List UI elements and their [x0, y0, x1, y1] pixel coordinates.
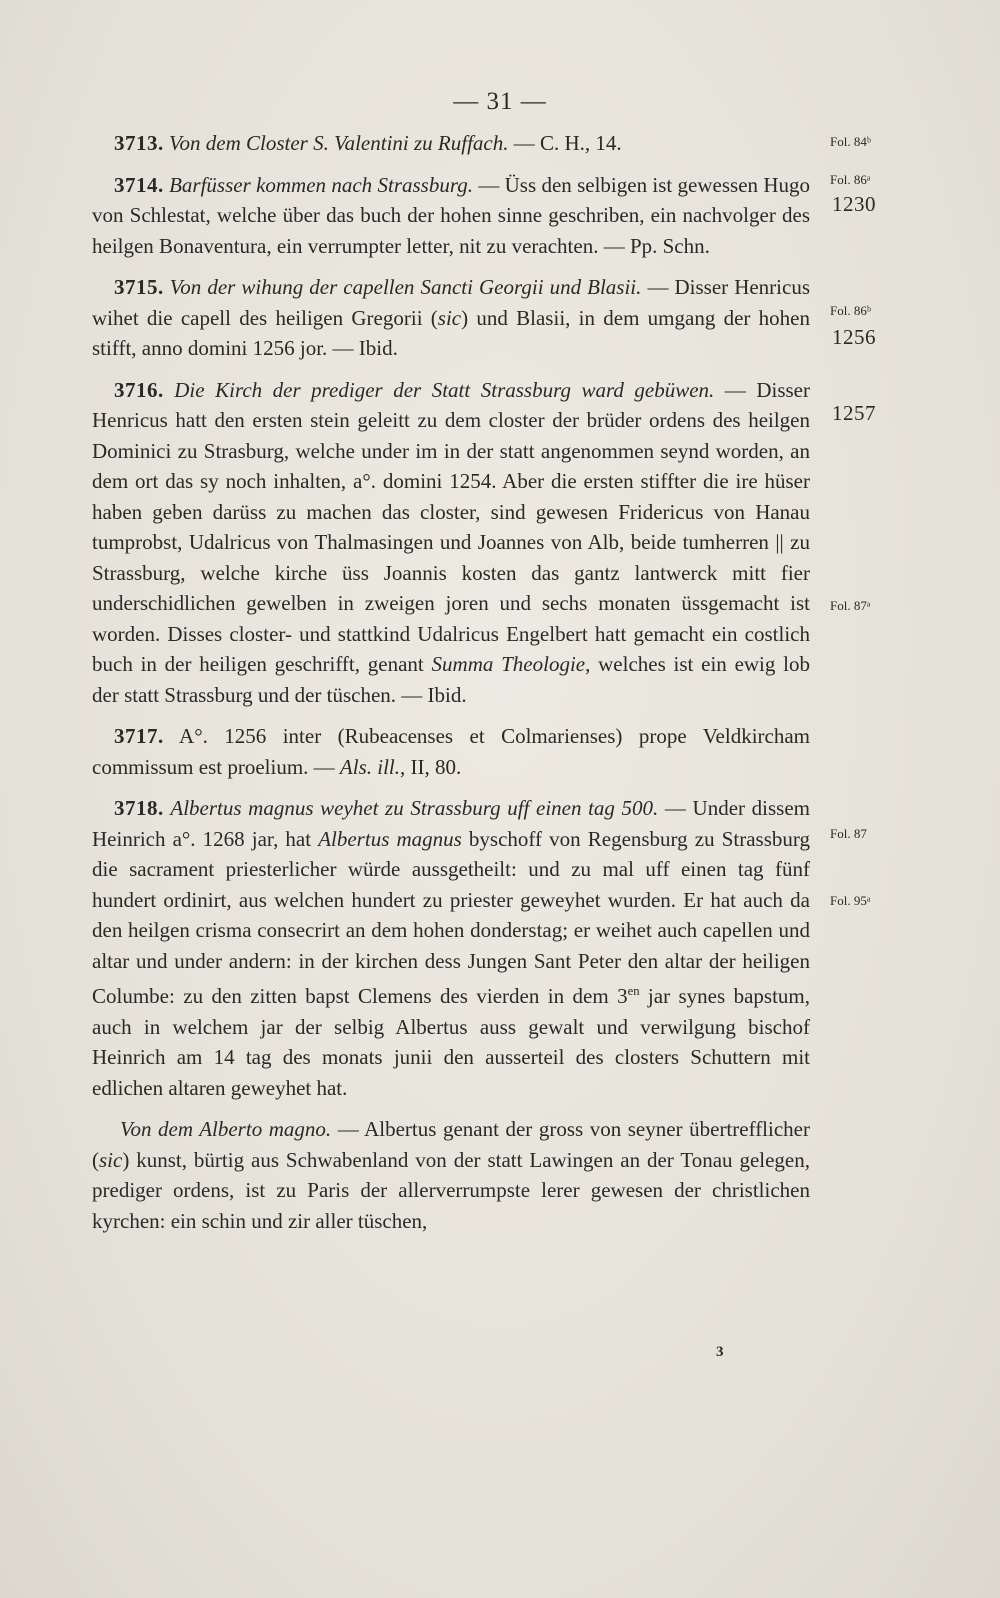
- body-text: [92, 128, 810, 1247]
- entry-text: — C. H., 14.: [508, 131, 622, 155]
- entry-text: ) kunst, bürtig aus Schwabenland von der statt Lawingen an der Tonau gelegen, prediger ordens, ist zu Paris der allerverrumpste lerer gewesen der christlichen kyrchen: ein schin und zir aller tüschen,: [92, 1147, 810, 1233]
- entry-number: 3718.: [114, 796, 164, 820]
- entry-title: Von dem Closter S. Valentini zu Ruffach.: [169, 131, 509, 155]
- entry-text: jar synes bapstum, auch in welchem jar der selbig Albertus auss gewalt und verwilgung bischof Heinrich am 14 tag des monats junii den ausserteil des closters Schuttern mit edlichen altaren geweyhet hat.: [92, 984, 810, 1100]
- entry-number: 3717.: [114, 724, 164, 748]
- entry-3714: [92, 170, 810, 262]
- entry-text: , II, 80.: [400, 754, 462, 779]
- margin-year: 1256: [832, 325, 876, 349]
- margin-folio: Fol. 87ᵃ: [830, 598, 871, 613]
- entry-title: Albertus magnus weyhet zu Strassburg uff einen tag 500.: [170, 796, 659, 820]
- entry-text: — Albertus genant der gross von seyner übertrefflicher (: [92, 1117, 810, 1172]
- signature-mark: 3: [716, 1344, 724, 1360]
- margin-year: 1257: [832, 401, 876, 425]
- page-number: — 31 —: [453, 88, 547, 115]
- entry-title: Barfüsser kommen nach Strassburg.: [169, 172, 473, 197]
- entry-number: 3713.: [114, 131, 164, 155]
- margin-year: 1230: [832, 192, 876, 216]
- entry-text: — Disser Henricus wihet die capell des heiligen Gregorii (: [92, 275, 811, 330]
- entry-number: 3714.: [114, 172, 164, 197]
- sic-note: sic: [437, 305, 462, 330]
- entry-text: byschoff von Regensburg zu Strassburg die sacrament priesterlicher würde aussgetheilt: und zu mal uff einen tag fünf hundert ordinirt, aus welchen hundert zu priester geweyhet wurden. Er hat auch da den heilgen crisma consecrirt an dem hohen donderstag; er weihet auch capellen und altar und under andern: in der kirchen dess Jungen Sant Peter den altar der heiligen Columbe: zu den zitten bapst Clemens des vierden in dem 3: [92, 826, 810, 1008]
- entry-3713: [92, 128, 810, 159]
- margin-folio: Fol. 86ᵃ: [830, 172, 871, 187]
- entry-title: Von der wihung der capellen Sancti Georgii und Blasii.: [169, 275, 642, 299]
- entry-text: , welches ist ein ewig lob der statt Strassburg und der tüschen. — Ibid.: [92, 652, 810, 707]
- entry-continuation: [92, 1114, 810, 1236]
- sic-note: sic: [99, 1147, 123, 1172]
- entry-number: 3715.: [114, 275, 164, 299]
- entry-3716: [92, 375, 810, 711]
- entry-text: A°. 1256 inter (Rubeacenses et Colmarienses) prope Veldkircham commissum est proelium. —: [92, 724, 810, 779]
- entry-3717: [92, 721, 810, 782]
- margin-folio: Fol. 86ᵇ: [830, 303, 871, 318]
- citation: Als. ill.: [339, 754, 400, 779]
- entry-number: 3716.: [114, 377, 164, 402]
- entry-text: — Üss den selbigen ist gewessen Hugo von Schlestat, welche über das buch der hohen sinne geschriben, ein nachvolger des heilgen Bonaventura, ein verrumpter letter, nit zu verachten. — Pp. Schn.: [92, 172, 811, 258]
- entry-3715: [92, 272, 810, 364]
- superscript: en: [627, 984, 640, 998]
- person-name: Albertus magnus: [318, 826, 462, 851]
- entry-text: — Disser Henricus hatt den ersten stein geleitt zu dem closter der brüder ordens des heilgen Dominici zu Strasburg, welche under im in der statt angenommen seynd worden, an dem ort das sy noch inhalten, a°. domini 1254. Aber die ersten stiffter die ire hüser haben geben darüss zu machen das closter, sind gewesen Fridericus von Hanau tumprobst, Udalricus von Thalmasingen und Joannes von Alb, beide tumherren || zu Strassburg, welche kirche üss Joannis kosten das gantz lantwerck mitt fier underschidlichen gewelben in zweigen joren und sechs monaten üssgemacht ist worden. Disses closter- und stattkind Udalricus Engelbert hatt gemacht ein costlich buch in der heiligen geschrifft, genant: [92, 377, 810, 676]
- entry-3718: [92, 793, 810, 1103]
- entry-text: ) und Blasii, in dem umgang der hohen stifft, anno domini 1256 jor. — Ibid.: [92, 305, 810, 360]
- entry-title: Von dem Alberto magno.: [120, 1117, 332, 1141]
- margin-folio: Fol. 95ᵃ: [830, 893, 871, 908]
- margin-folio: Fol. 84ᵇ: [830, 134, 871, 149]
- entry-title: Die Kirch der prediger der Statt Strassburg ward gebüwen.: [174, 377, 715, 402]
- book-title: Summa Theologie: [431, 652, 586, 676]
- margin-folio: Fol. 87: [830, 826, 867, 841]
- entry-text: — Under dissem Heinrich a°. 1268 jar, hat: [92, 796, 810, 851]
